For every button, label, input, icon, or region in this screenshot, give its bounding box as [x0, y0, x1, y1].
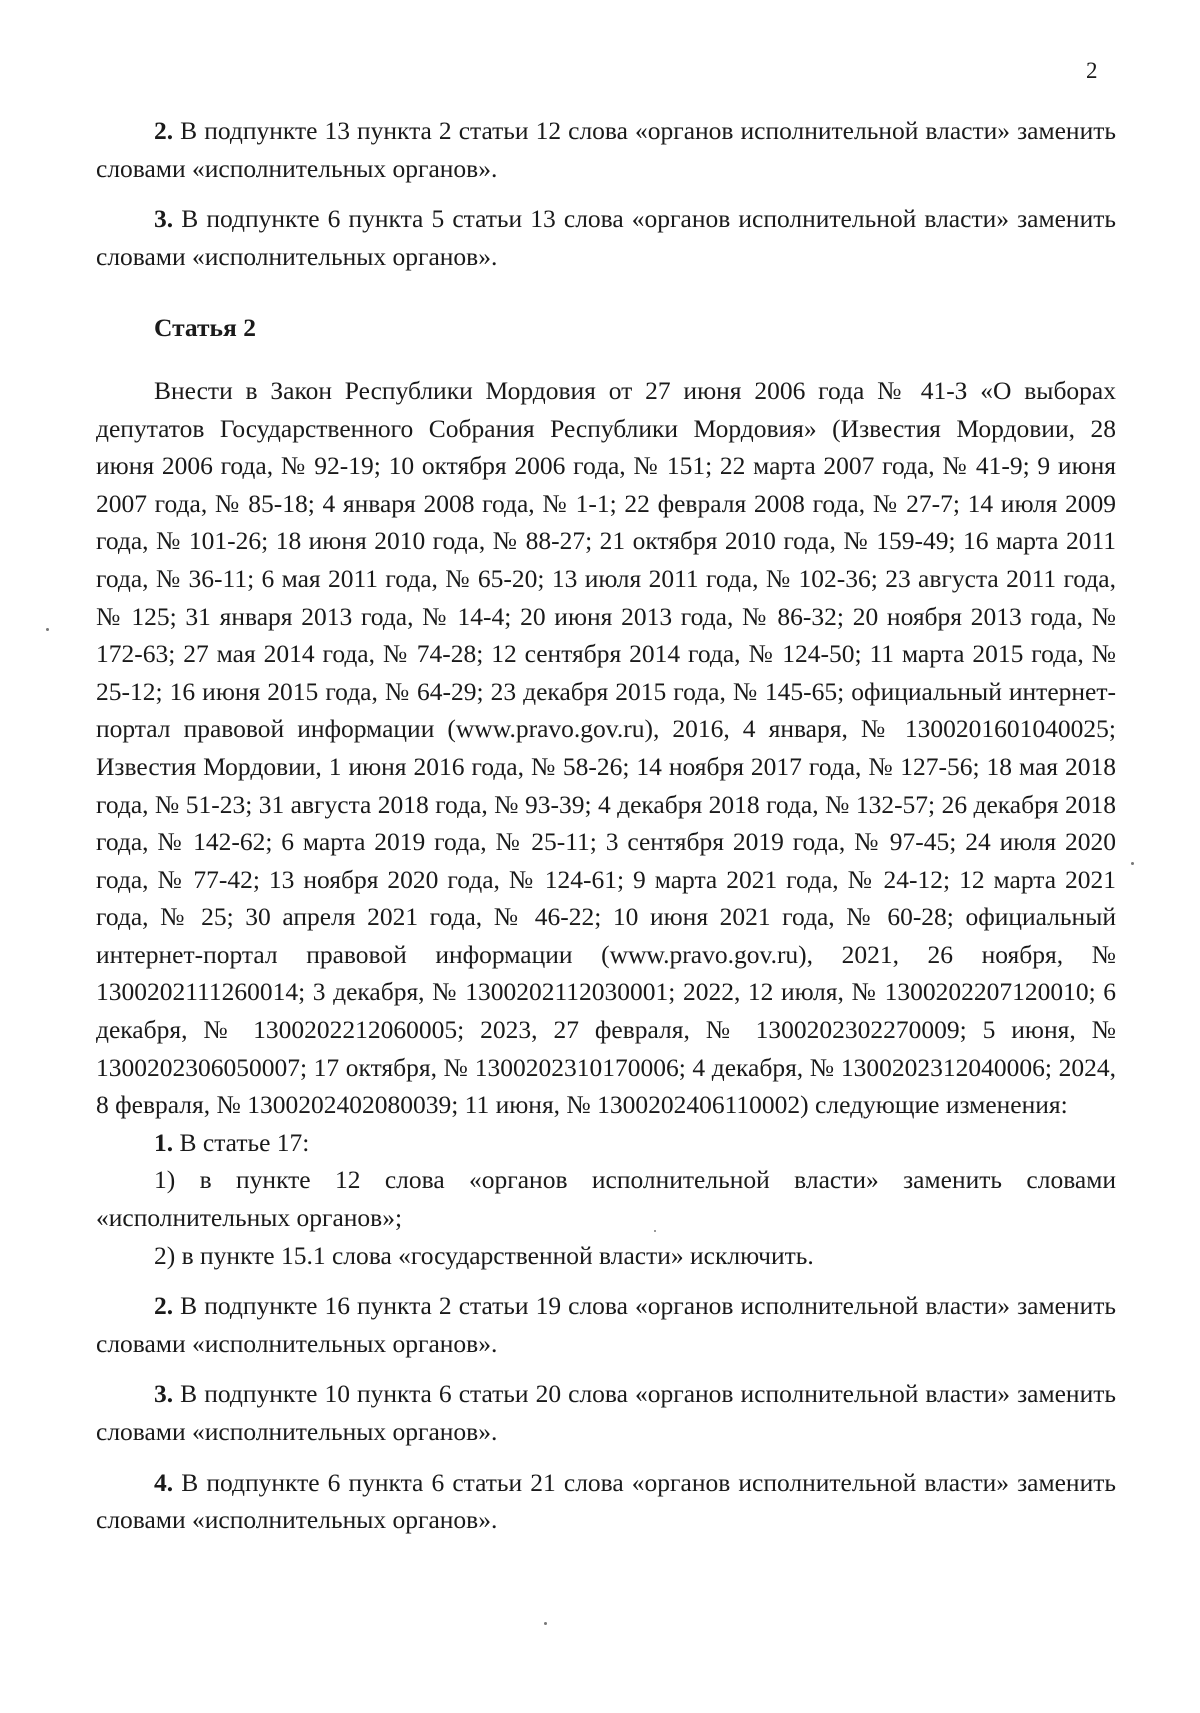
article-item-2 — [96, 1287, 1116, 1362]
item-number: 4. — [154, 1467, 174, 1497]
scan-speck — [46, 628, 49, 631]
article-item-1 — [96, 1124, 1116, 1162]
amendment-paragraph-2 — [96, 112, 1116, 187]
item-text: В подпункте 13 пункта 2 статьи 12 слова «органов исполнительной власти» заменить словами «исполнительных органов». — [96, 116, 1116, 183]
item-text: В статье 17: — [173, 1127, 310, 1157]
item-text: В подпункте 16 пункта 2 статьи 19 слова «органов исполнительной власти» заменить словами «исполнительных органов». — [96, 1291, 1116, 1358]
item-text: В подпункте 10 пункта 6 статьи 20 слова «органов исполнительной власти» заменить словами «исполнительных органов». — [96, 1379, 1116, 1446]
article-heading: Статья 2 — [154, 313, 256, 343]
amendment-paragraph-3 — [96, 200, 1116, 275]
scan-speck — [1131, 862, 1134, 865]
item-number: 3. — [154, 1379, 174, 1409]
item-number: 1. — [154, 1127, 174, 1157]
item-number: 2. — [154, 116, 174, 145]
item-number: 3. — [154, 204, 174, 234]
article-item-4 — [96, 1464, 1116, 1539]
article-intro-paragraph: Внести в Закон Республики Мордовия от 27 июня 2006 года № 41-З «О выборах депутатов Государственного Собрания Республики Мордовия» (Известия Мордовии, 28 июня 2006 года, № 92-19; 10 октября 2006 года, № 151; 22 марта 2007 года, № 41-9; 9 июня 2007 года, № 85-18; 4 января 2008 года, № 1-1; 22 февраля 2008 года, № 27-7; 14 июля 2009 года, № 101-26; 18 июня 2010 года, № 88-27; 21 октября 2010 года, № 159-49; 16 марта 2011 года, № 36-11; 6 мая 2011 года, № 65-20; 13 июля 2011 года, № 102-36; 23 августа 2011 года, № 125; 31 января 2013 года, № 14-4; 20 июня 2013 года, № 86-32; 20 ноября 2013 года, № 172-63; 27 мая 2014 года, № 74-28; 12 сентября 2014 года, № 124-50; 11 марта 2015 года, № 25-12; 16 июня 2015 года, № 64-29; 23 декабря 2015 года, № 145-65; официальный интернет-портал правовой информации (www.pravo.gov.ru), 2016, 4 января, № 1300201601040025; Известия Мордовии, 1 июня 2016 года, № 58-26; 14 ноября 2017 года, № 127-56; 18 мая 2018 года, № 51-23; 31 августа 2018 года, № 93-39; 4 декабря 2018 года, № 132-57; 26 декабря 2018 года, № 142-62; 6 марта 2019 года, № 25-11; 3 сентября 2019 года, № 97-45; 24 июля 2020 года, № 77-42; 13 ноября 2020 года, № 124-61; 9 марта 2021 года, № 24-12; 12 марта 2021 года, № 25; 30 апреля 2021 года, № 46-22; 10 июня 2021 года, № 60-28; официальный интернет-портал правовой информации (www.pravo.gov.ru), 2021, 26 ноября, № 1300202111260014; 3 декабря, № 1300202112030001; 2022, 12 июля, № 1300202207120010; 6 декабря, № 1300202212060005; 2023, 27 февраля, № 1300202302270009; 5 июня, № 1300202306050007; 17 октября, № 1300202310170006; 4 декабря, № 1300202312040006; 2024, 8 февраля, № 1300202402080039; 11 июня, № 1300202406110002) следующие изменения: — [96, 375, 1116, 1120]
article-subitem-1: 1) в пункте 12 слова «органов исполнительной власти» заменить словами «исполнительных органов»; — [96, 1165, 1116, 1233]
item-text: В подпункте 6 пункта 6 статьи 21 слова «органов исполнительной власти» заменить словами «исполнительных органов». — [96, 1467, 1116, 1535]
scan-speck — [544, 1622, 547, 1625]
article-item-3 — [96, 1375, 1116, 1450]
item-text: В подпункте 6 пункта 5 статьи 13 слова «органов исполнительной власти» заменить словами «исполнительных органов». — [96, 204, 1116, 271]
page-number: 2 — [1086, 58, 1098, 83]
document-body — [96, 112, 1116, 1539]
scan-speck — [654, 1230, 656, 1232]
article-subitem-2: 2) в пункте 15.1 слова «государственной власти» исключить. — [154, 1240, 814, 1270]
item-number: 2. — [154, 1291, 174, 1321]
